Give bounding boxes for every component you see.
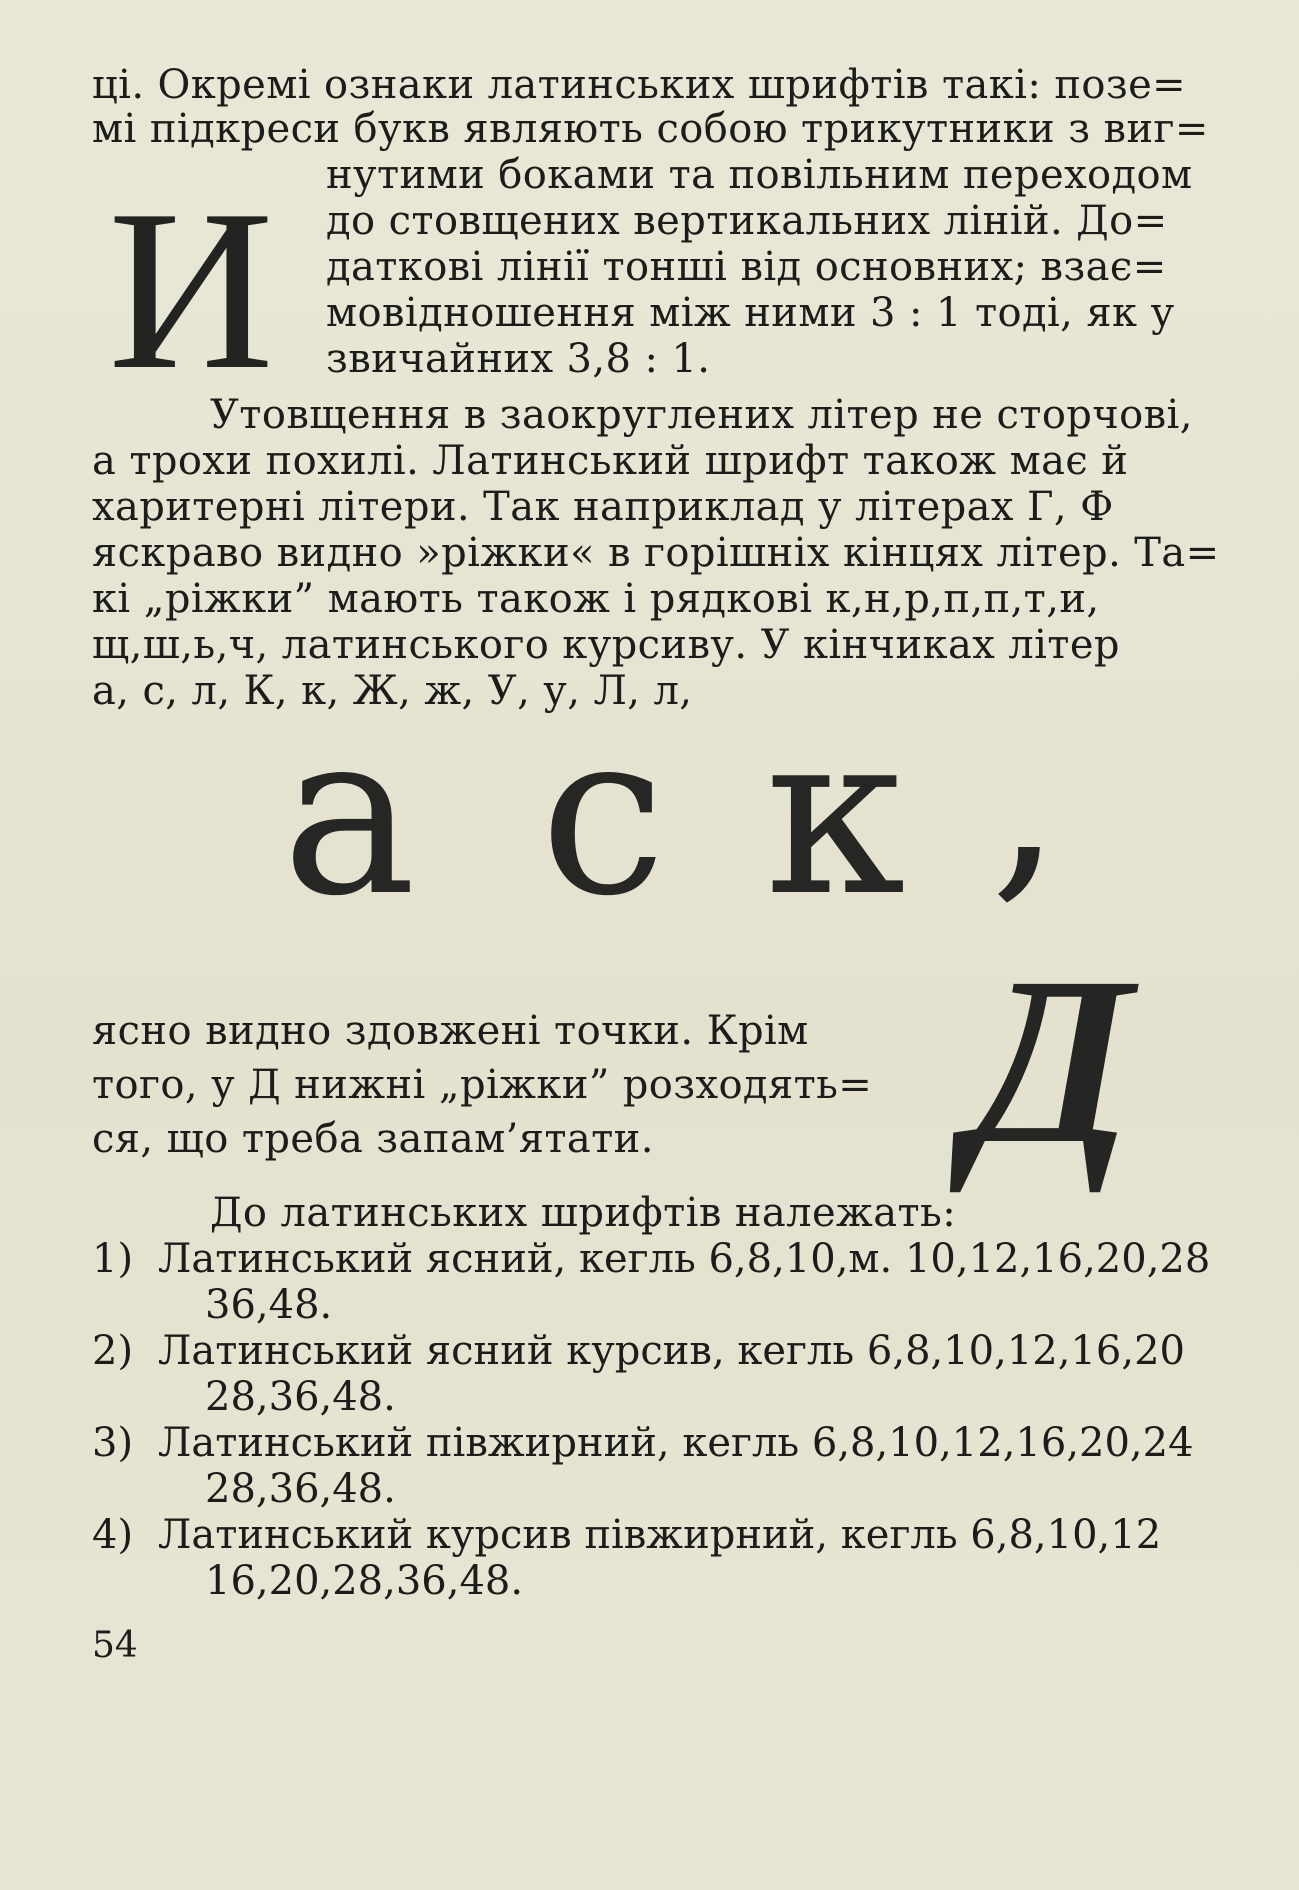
text-line: щ,ш,ь,ч, латинського курсиву. У кінчиках літер xyxy=(92,622,1120,668)
list-item-number: 4) xyxy=(92,1512,134,1558)
text-line: того, у Д нижні „ріжки” розходять= xyxy=(92,1062,873,1108)
text-line: до стовщених вертикальних ліній. До= xyxy=(326,198,1168,244)
text-line: Утовщення в заокруглених літер не сторчові, xyxy=(210,392,1193,438)
display-letter-de: Д xyxy=(968,927,1132,1193)
text-line: харитерні літери. Так наприклад у літерах Г, Ф xyxy=(92,484,1114,530)
list-item-number: 3) xyxy=(92,1420,134,1466)
list-item-text: Латинський курсив півжирний, кегль 6,8,10,12 xyxy=(158,1512,1162,1558)
list-item-text-cont: 28,36,48. xyxy=(205,1374,396,1420)
text-line: яскраво видно »ріжки« в горішніх кінцях літер. Та= xyxy=(92,530,1220,576)
drop-cap-letter: И xyxy=(108,162,275,417)
text-line: даткові лінії тонші від основних; взає= xyxy=(326,244,1167,290)
text-line: мі підкреси букв являють собою трикутники з виг= xyxy=(92,106,1209,152)
list-item-text: Латинський півжирний, кегль 6,8,10,12,16,20,24 xyxy=(158,1420,1194,1466)
text-line: ясно видно здовжені точки. Крім xyxy=(92,1008,809,1054)
list-item-text-cont: 28,36,48. xyxy=(205,1466,396,1512)
specimen-comma: , xyxy=(990,664,1062,926)
specimen-letter-a: а xyxy=(282,684,417,946)
text-line: ці. Окремі ознаки латинських шрифтів такі: позе= xyxy=(92,62,1187,108)
text-line: кі „ріжки” мають також і рядкові к,н,р,п,п,т,и, xyxy=(92,576,1100,622)
specimen-letter-s: с xyxy=(540,684,667,946)
page-number: 54 xyxy=(92,1625,138,1666)
text-line: нутими боками та повільним переходом xyxy=(326,152,1193,198)
list-item-text-cont: 16,20,28,36,48. xyxy=(205,1558,524,1604)
text-line: мовідношення між ними 3 : 1 тоді, як у xyxy=(326,290,1175,336)
list-item-text: Латинський ясний, кегль 6,8,10,м. 10,12,16,20,28 xyxy=(158,1236,1211,1282)
text-line: а трохи похилі. Латинський шрифт також має й xyxy=(92,438,1129,484)
specimen-letter-k: к xyxy=(765,684,906,946)
list-item-number: 2) xyxy=(92,1328,134,1374)
list-item-text: Латинський ясний курсив, кегль 6,8,10,12,16,20 xyxy=(158,1328,1185,1374)
text-line: а, с, л, К, к, Ж, ж, У, у, Л, л, xyxy=(92,668,693,714)
list-item-text-cont: 36,48. xyxy=(205,1282,333,1328)
list-item-number: 1) xyxy=(92,1236,134,1282)
text-line: ся, що треба запам’ятати. xyxy=(92,1116,654,1162)
text-line: звичайних 3,8 : 1. xyxy=(326,336,711,382)
list-intro: До латинських шрифтів належать: xyxy=(210,1190,957,1236)
